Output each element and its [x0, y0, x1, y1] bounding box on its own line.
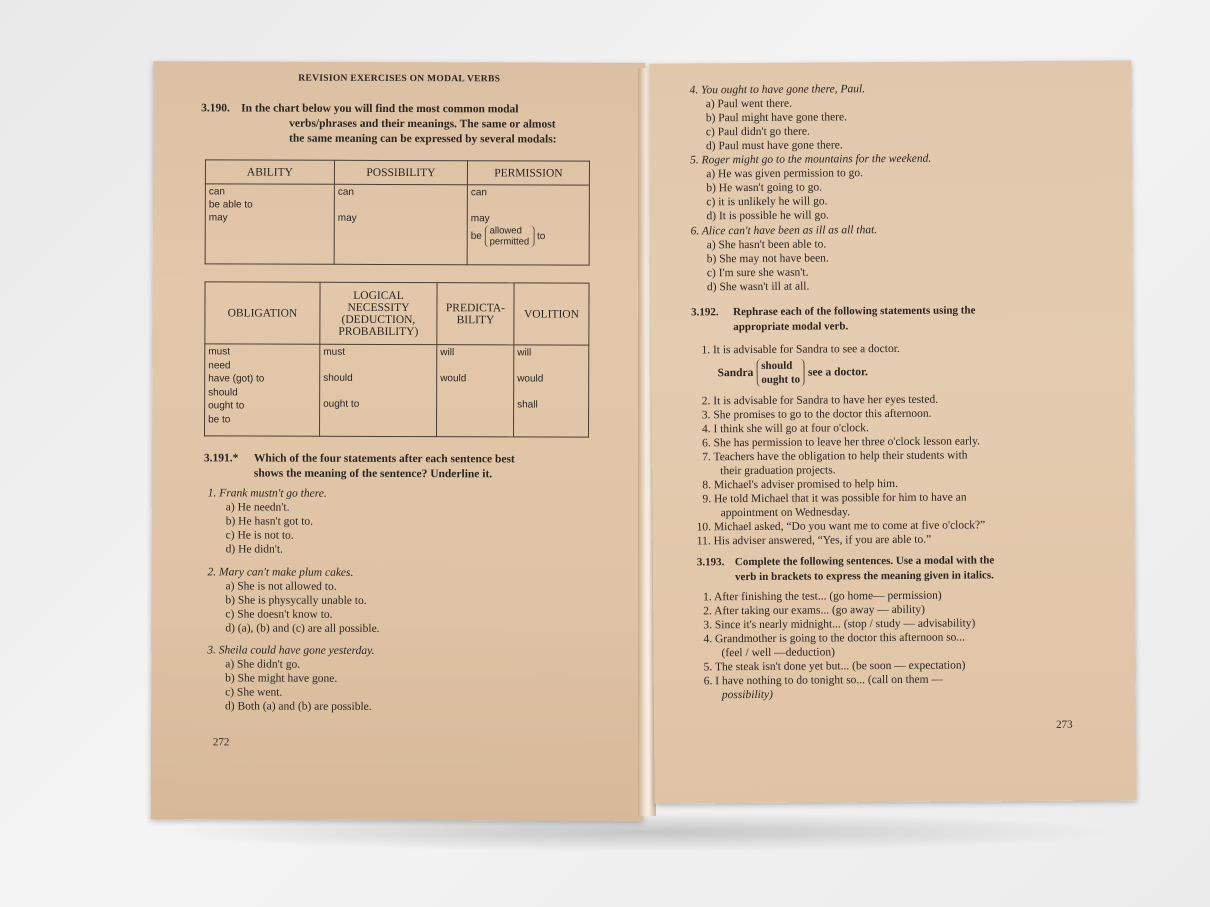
answer-option: c) it is unlikely he will go.	[706, 195, 828, 209]
header-ability: ABILITY	[205, 160, 334, 184]
answer-option: b) She may not have been.	[706, 252, 829, 266]
exercise-sentence: 4. I think she will go at four o'clock.	[701, 422, 869, 436]
answer-option: b) She is physycally unable to.	[225, 594, 367, 607]
page-number-left: 272	[212, 736, 230, 749]
answer-option: d) It is possible he will go.	[706, 209, 829, 223]
right-page	[649, 60, 1136, 803]
answer-option: c) She went.	[225, 686, 283, 699]
exercise-sentence: 3. Since it's nearly midnight... (stop / study — advisability)	[703, 617, 976, 632]
example-sentence: 1. It is advisable for Sandra to see a doctor.	[701, 342, 900, 357]
header-volition: VOLITION	[514, 283, 589, 345]
answer-option: a) Paul went there.	[705, 97, 792, 111]
exercise-sentence: 2. After taking our exams... (go away — ability)	[703, 603, 925, 618]
left-page	[151, 61, 646, 821]
exercise-sentence: 1. After finishing the test... (go home— permission)	[703, 589, 942, 604]
modal-chart-table-1	[205, 159, 590, 265]
answer-option: c) He is not to.	[225, 529, 294, 542]
cell-volition: will would shall	[514, 345, 589, 437]
cell-obligation: must need have (got) to should ought to be to	[205, 344, 320, 436]
exercise-sentence: 8. Michael's adviser promised to help him.	[702, 477, 899, 492]
answer-option: a) She didn't go.	[225, 658, 301, 671]
answer-option: d) (a), (b) and (c) are all possible.	[225, 622, 380, 635]
answer-option: a) He was given permission to go.	[706, 167, 864, 181]
answer-option: d) He didn't.	[225, 543, 283, 556]
question: 4. You ought to have gone there, Paul.	[689, 83, 866, 97]
exercise-sentence: appointment on Wednesday.	[720, 506, 850, 520]
page-number-right: 273	[1056, 718, 1073, 731]
answer-option: b) She might have gone.	[225, 672, 338, 685]
running-head: REVISION EXERCISES ON MODAL VERBS	[298, 73, 501, 85]
answer-option: c) Paul didn't go there.	[705, 125, 810, 139]
cell-possibility: can may	[334, 184, 467, 264]
exercise-sentence: 4. Grandmother is going to the doctor this afternoon so...	[703, 631, 966, 646]
allowed-permitted-brace: allowed permitted	[485, 225, 535, 247]
exercise-sentence: 9. He told Michael that it was possible for him to have an	[702, 491, 967, 506]
exercise-sentence: 6. She has permission to leave her three o'clock lesson early.	[702, 435, 981, 450]
exercise-sentence: 5. The steak isn't done yet but... (be soon — expectation)	[703, 659, 966, 674]
cell-permission: can may be allowed permitted to	[467, 185, 589, 265]
header-possibility: POSSIBILITY	[334, 160, 467, 184]
exercise-3-190-heading: 3.190. In the chart below you will find the most common modal verbs/phrases and their meanings. The same or almost the same meaning can be expressed by several modals:	[201, 102, 557, 146]
header-predictability: PREDICTA- BILITY	[437, 283, 514, 345]
exercise-3-192-heading: 3.192. Rephrase each of the following statements using the appropriate modal verb.	[691, 304, 976, 334]
exercise-sentence: 2. It is advisable for Sandra to have her eyes tested.	[701, 393, 939, 408]
header-logical-necessity: LOGICAL NECESSITY (DEDUCTION, PROBABILITY)	[320, 282, 437, 344]
header-obligation: OBLIGATION	[205, 282, 320, 344]
cell-ability: can be able to may	[205, 184, 334, 264]
answer-option: a) He needn't.	[225, 501, 290, 514]
header-permission: PERMISSION	[467, 161, 589, 185]
answer-option: d) Paul must have gone there.	[705, 139, 843, 153]
exercise-sentence: 3. She promises to go to the doctor this afternoon.	[701, 407, 932, 422]
exercise-sentence: 6. I have nothing to do tonight so... (call on them —	[703, 673, 944, 688]
exercise-sentence: (feel / well —deduction)	[721, 646, 835, 660]
answer-option: a) She is not allowed to.	[225, 580, 337, 593]
answer-option: b) Paul might have gone there.	[705, 111, 848, 125]
exercise-3-191-heading: 3.191.* Which of the four statements after each sentence best shows the meaning of the sentence? Underline it.	[203, 452, 515, 481]
exercise-sentence: possibility)	[721, 688, 773, 702]
exercise-sentence: 7. Teachers have the obligation to help their students with	[702, 449, 968, 464]
example-answer: Sandra should ought to see a doctor.	[717, 359, 868, 386]
answer-option: a) She hasn't been able to.	[706, 238, 827, 252]
answer-option: b) He hasn't got to.	[225, 515, 314, 528]
exercise-sentence: 11. His adviser answered, “Yes, if you are able to.”	[696, 533, 932, 548]
cell-predictability: will would	[437, 345, 514, 437]
answer-option: c) She doesn't know to.	[225, 608, 333, 621]
answer-option: b) He wasn't going to go.	[706, 181, 823, 195]
answer-option: c) I'm sure she wasn't.	[706, 266, 809, 280]
exercise-sentence: their graduation projects.	[720, 464, 836, 478]
answer-option: d) She wasn't ill at all.	[706, 280, 810, 294]
exercise-3-193-heading: 3.193. Complete the following sentences. Use a modal with the verb in brackets to express the meaning given in italics.	[696, 554, 995, 584]
question: 3. Sheila could have gone yesterday.	[207, 644, 375, 657]
should-ought-to-brace: should ought to	[756, 359, 805, 387]
question: 5. Roger might go to the mountains for the weekend.	[690, 152, 932, 167]
cell-necessity: must should ought to	[320, 344, 437, 436]
exercise-sentence: 10. Michael asked, “Do you want me to come at five o'clock?”	[696, 519, 986, 534]
question: 6. Alice can't have been as ill as all that.	[690, 224, 878, 238]
modal-chart-table-2	[204, 281, 590, 437]
answer-option: d) Both (a) and (b) are possible.	[225, 700, 372, 713]
question: 1. Frank mustn't go there.	[207, 487, 327, 500]
question: 2. Mary can't make plum cakes.	[207, 566, 354, 579]
